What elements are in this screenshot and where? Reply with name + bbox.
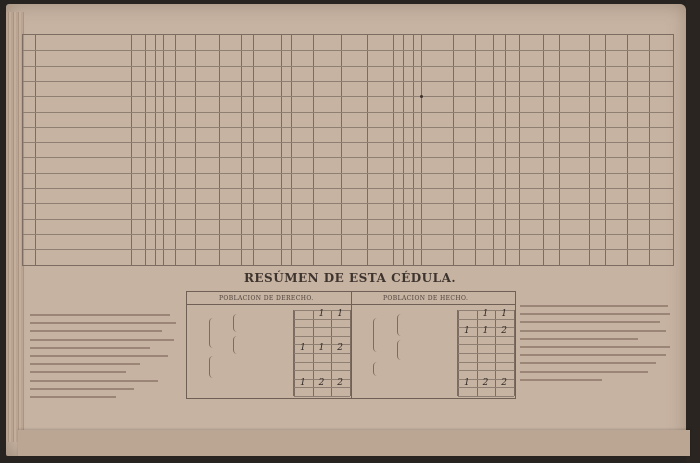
summary-title: RESÚMEN DE ESTA CÉDULA. [243,271,457,285]
grid-column-rule [367,35,368,265]
grid-column-rule [589,35,590,265]
census-entry-grid [22,34,674,266]
grid-column-rule [403,35,404,265]
handwritten-tally: 2 [501,377,507,388]
illegible-text-line [520,359,672,367]
tally-row-rule [458,362,514,363]
tally-row-rule [294,336,350,337]
tally-row-rule [294,370,350,371]
grid-row-rule [23,142,673,143]
grid-column-rule [281,35,282,265]
grid-column-rule [453,35,454,265]
derecho-tally-table [293,310,350,396]
tally-row-rule [294,327,350,328]
grid-row-rule [23,127,673,128]
illegible-text-line [30,368,180,376]
left-instructions-text [30,311,180,401]
grid-column-rule [393,35,394,265]
grid-column-rule [219,35,220,265]
illegible-text-line [30,360,180,368]
de-hecho-heading: POBLACION DE HECHO. [383,295,469,302]
handwritten-tally: 1 [464,326,470,337]
handwritten-tally: 1 [337,309,343,319]
grid-row-rule [23,203,673,204]
grid-row-rule [23,188,673,189]
derecho-brace-4 [209,356,213,378]
hecho-brace-4 [373,362,377,376]
grid-row-rule [23,234,673,235]
illegible-text-line [520,335,672,343]
grid-row-rule [23,112,673,113]
tally-row-rule [294,362,350,363]
illegible-text-line [30,352,180,360]
grid-column-rule [175,35,176,265]
tally-row-rule [458,353,514,354]
scan-background-edge [686,0,700,463]
grid-column-rule [145,35,146,265]
grid-column-rule [163,35,164,265]
tally-row-rule [458,344,514,345]
grid-row-rule [23,173,673,174]
handwritten-tally: 1 [464,377,470,388]
grid-column-rule [475,35,476,265]
grid-row-rule [23,81,673,82]
handwritten-tally: 1 [482,309,489,319]
grid-row-rule [23,219,673,220]
right-instructions-text [520,302,672,384]
hecho-brace-3 [397,340,401,360]
handwritten-tally: 2 [337,377,343,388]
grid-column-rule [519,35,520,265]
illegible-text-line [30,393,180,401]
grid-column-rule [195,35,196,265]
ink-spot [420,95,423,98]
grid-column-rule [543,35,544,265]
illegible-text-line [30,336,180,344]
handwritten-tally: 2 [482,377,489,388]
grid-row-rule [23,249,673,250]
illegible-text-line [520,310,672,318]
illegible-text-line [30,311,180,319]
handwritten-tally: 2 [337,343,343,354]
grid-column-rule [505,35,506,265]
illegible-text-line [520,368,672,376]
derecho-brace-1 [209,318,213,348]
illegible-text-line [30,385,180,393]
handwritten-tally: 1 [482,326,489,337]
illegible-text-line [520,376,672,384]
handwritten-tally: 1 [318,343,325,354]
illegible-text-line [520,302,672,310]
handwritten-tally: 2 [318,377,325,388]
summary-center-divider [351,292,352,398]
grid-column-rule [493,35,494,265]
grid-column-rule [649,35,650,265]
grid-column-rule [341,35,342,265]
handwritten-tally: 1 [318,309,325,319]
handwritten-tally: 1 [300,343,306,354]
de-derecho-heading: POBLACION DE DERECHO. [219,295,314,302]
grid-column-rule [291,35,292,265]
grid-column-rule [559,35,560,265]
grid-column-rule [627,35,628,265]
grid-column-rule [313,35,314,265]
illegible-text-line [520,351,672,359]
handwritten-tally: 1 [501,309,507,319]
grid-column-rule [605,35,606,265]
hecho-brace-2 [397,314,401,336]
grid-column-rule [155,35,156,265]
illegible-text-line [30,319,180,327]
tally-row-rule [458,370,514,371]
grid-column-rule [241,35,242,265]
illegible-text-line [30,344,180,352]
summary-table [186,291,516,399]
illegible-text-line [30,377,180,385]
handwritten-tally: 2 [501,326,507,337]
grid-column-rule [421,35,422,265]
grid-column-rule [35,35,36,265]
grid-row-rule [23,50,673,51]
grid-column-rule [413,35,414,265]
handwritten-tally: 1 [300,377,306,388]
hecho-brace-1 [373,318,377,352]
grid-row-rule [23,96,673,97]
tally-row-rule [294,396,350,397]
grid-column-rule [131,35,132,265]
illegible-text-line [520,318,672,326]
illegible-text-line [520,343,672,351]
derecho-brace-3 [233,336,237,354]
grid-row-rule [23,157,673,158]
folded-bottom-strip [18,430,690,456]
hecho-tally-table [457,310,514,396]
illegible-text-line [30,327,180,335]
grid-column-rule [253,35,254,265]
derecho-brace-2 [233,314,237,332]
illegible-text-line [520,327,672,335]
grid-row-rule [23,66,673,67]
tally-row-rule [458,396,514,397]
